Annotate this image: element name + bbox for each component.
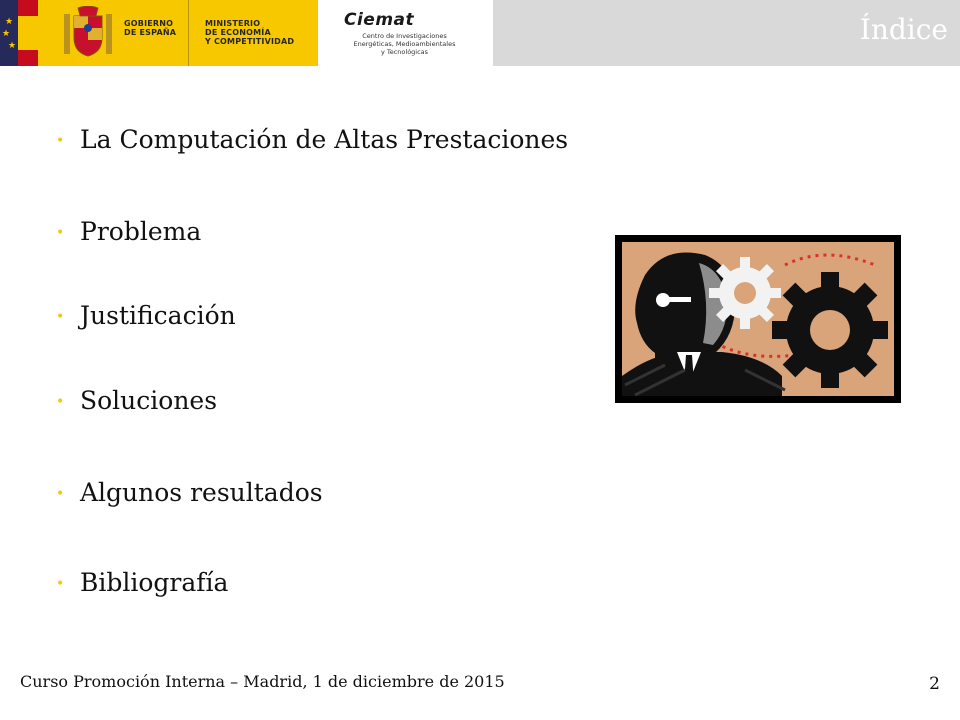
ciemat-subtitle: Centro de Investigaciones Energéticas, Medioambientales y Tecnológicas xyxy=(353,32,456,56)
eu-stars-stripe: ★ ★ ★ xyxy=(0,0,18,66)
header-separator xyxy=(491,0,493,66)
bullet-icon: • xyxy=(56,486,65,502)
footer-text: Curso Promoción Interna – Madrid, 1 de diciembre de 2015 xyxy=(20,672,505,691)
ministry-label: MINISTERIO DE ECONOMÍA Y COMPETITIVIDAD xyxy=(205,19,295,46)
bullet-icon: • xyxy=(56,225,65,241)
ciemat-logo: Ciemat xyxy=(344,10,415,30)
list-item-label: Bibliografía xyxy=(80,568,229,597)
header-divider xyxy=(188,0,189,66)
header-band xyxy=(0,0,960,66)
government-label: GOBIERNO DE ESPAÑA xyxy=(124,19,177,37)
government-logo-block xyxy=(0,0,318,66)
bullet-icon: • xyxy=(56,394,65,410)
ciemat-logo-block xyxy=(318,0,491,66)
list-item-label: Soluciones xyxy=(80,386,218,415)
list-item-label: Justificación xyxy=(80,301,236,330)
page-number: 2 xyxy=(929,674,940,694)
bullet-icon: • xyxy=(56,133,65,149)
bullet-icon: • xyxy=(56,576,65,592)
bullet-icon: • xyxy=(56,309,65,325)
list-item-label: Problema xyxy=(80,217,202,246)
coat-of-arms-icon xyxy=(60,6,116,60)
slide-title: Índice xyxy=(859,13,948,46)
list-item-label: Algunos resultados xyxy=(80,478,323,507)
spain-flag-icon xyxy=(18,0,38,66)
list-item-label: La Computación de Altas Prestaciones xyxy=(80,125,569,154)
person-with-gears-icon xyxy=(615,235,901,403)
